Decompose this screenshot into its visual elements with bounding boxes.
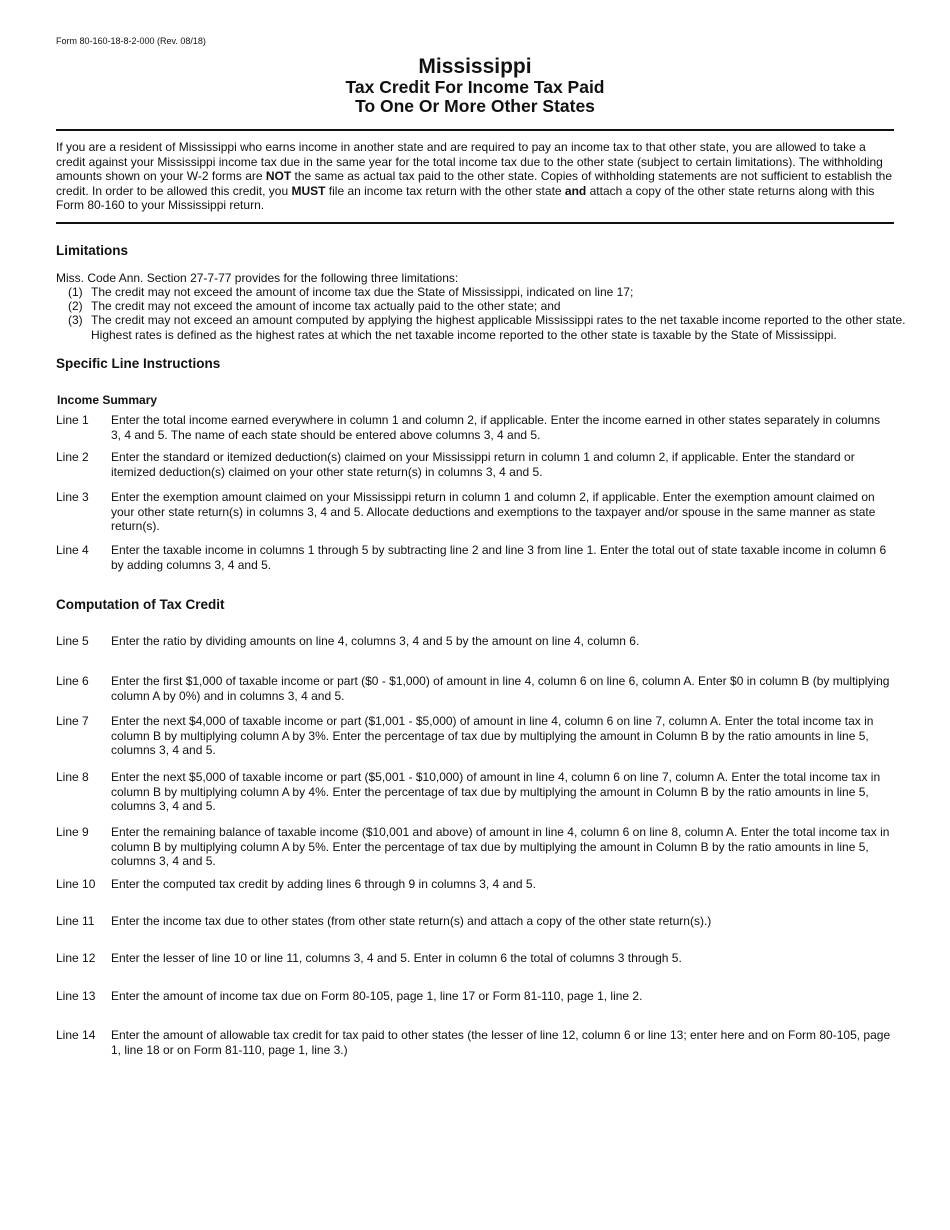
line-instruction [56,825,892,869]
line-label: Line 8 [56,770,89,784]
intro-text: the same as actual tax paid to the other state. Copies of withholding statements are not sufficient to establish the credit. In order to be allowed this credit, you [56,169,893,198]
line-instruction [56,989,892,1004]
limitation-number: (3) [68,313,83,328]
intro-emphasis-and: and [564,183,587,198]
line-label: Line 14 [56,1028,96,1042]
line-text: Enter the total income earned everywhere in column 1 and column 2, if applicable. Enter the income earned in other states separately in columns 3, 4 and 5. The name of each state should be entered above columns 3, 4 and 5. [111,413,881,442]
intro-text: file an income tax return with the other state [325,183,565,198]
line-instruction [56,543,892,572]
line-label: Line 10 [56,877,96,891]
line-text: Enter the next $5,000 of taxable income or part ($5,001 - $10,000) of amount in line 4, column 6 on line 7, column A. Enter the total income tax in column B by multiplying column A by 4%. Enter the percentage of tax due by multiplying the amount in Column B by the ratio amounts in line 5, columns 3, 4 and 5. [111,770,881,813]
intro-emphasis-must: MUST [291,183,326,198]
line-instruction [56,450,892,479]
line-instruction [56,674,892,703]
intro-text: If you are a resident of Mississippi who earns income in another state and are required to pay an income tax to that other state, you are allowed to take a credit against your Mississippi income tax due in the same year for the total income tax due to the other state (subject to certain limitations). The withholding amounts shown on your W-2 forms are [56,140,883,183]
line-text: Enter the first $1,000 of taxable income or part ($0 - $1,000) of amount in line 4, column 6 on line 6, column A. Enter $0 in column B (by multiplying column A by 0%) and in columns 3, 4 and 5. [111,674,890,703]
line-label: Line 1 [56,413,89,427]
line-label: Line 11 [56,914,95,928]
line-instruction [56,914,892,929]
form-number: Form 80-160-18-8-2-000 (Rev. 08/18) [56,36,206,46]
limitation-item [68,285,908,299]
title-block [0,56,950,116]
limitation-text: The credit may not exceed the amount of income tax actually paid to the other state; and [91,299,561,314]
limitation-text: The credit may not exceed an amount computed by applying the highest applicable Mississippi rates to the net taxable income reported to the other state. Highest rates is defined as the highest rates at which the net taxable income reported to the other state is taxable by the State of Mississippi. [91,313,906,342]
line-label: Line 7 [56,714,89,728]
top-divider [56,129,894,131]
computation-heading: Computation of Tax Credit [56,597,225,612]
income-summary-heading: Income Summary [57,393,158,407]
page-title: Mississippi [418,55,532,78]
line-instruction [56,1028,892,1057]
limitation-item [68,313,908,341]
intro-emphasis-not: NOT [265,169,292,183]
line-instruction [56,877,892,892]
limitation-number: (2) [68,299,83,314]
line-instruction [56,951,892,966]
line-instruction [56,413,892,442]
intro-paragraph [56,140,896,213]
line-label: Line 12 [56,951,96,965]
page-subtitle-line-1: Tax Credit For Income Tax Paid [345,77,605,97]
line-instruction [56,634,892,649]
line-label: Line 13 [56,989,96,1003]
line-text: Enter the standard or itemized deduction(s) claimed on your Mississippi return in column 1 and column 2, if applicable. Enter the standard or itemized deduction(s) claimed on your other state return(s) in columns 3, 4 and 5. [111,450,855,479]
line-instruction [56,714,892,758]
line-text: Enter the remaining balance of taxable income ($10,001 and above) of amount in line 4, column 6 on line 8, column A. Enter the total income tax in column B by multiplying column A by 5%. Enter the percentage of tax due by multiplying the amount in Column B by the ratio amounts in line 5, columns 3, 4 and 5. [111,825,890,868]
line-text: Enter the lesser of line 10 or line 11, columns 3, 4 and 5. Enter in column 6 the total of columns 3 through 5. [111,951,682,965]
limitations-intro: Miss. Code Ann. Section 27-7-77 provides for the following three limitations: [56,271,459,285]
intro-text: attach a copy of the other state returns along with this Form 80-160 to your Mississippi return. [56,183,875,212]
limitation-number: (1) [68,285,83,299]
line-text: Enter the computed tax credit by adding lines 6 through 9 in columns 3, 4 and 5. [111,877,536,891]
line-instruction [56,490,892,534]
line-text: Enter the ratio by dividing amounts on line 4, columns 3, 4 and 5 by the amount on line 4, column 6. [111,634,640,648]
line-label: Line 9 [56,825,89,839]
line-text: Enter the next $4,000 of taxable income or part ($1,001 - $5,000) of amount in line 4, column 6 on line 7, column A. Enter the total income tax in column B by multiplying column A by 3%. Enter the percentage of tax due by multiplying the amount in Column B by the ratio amounts in line 5, columns 3, 4 and 5. [111,714,874,757]
specific-line-instructions-heading: Specific Line Instructions [56,356,221,371]
line-text: Enter the income tax due to other states (from other state return(s) and attach a copy of the other state return(s).) [111,914,712,928]
line-label: Line 5 [56,634,89,648]
line-instruction [56,770,892,814]
line-label: Line 3 [56,490,89,504]
line-label: Line 4 [56,543,89,557]
limitations-heading: Limitations [56,243,129,258]
line-text: Enter the amount of income tax due on Form 80-105, page 1, line 17 or Form 81-110, page 1, line 2. [111,989,643,1003]
bottom-divider [56,222,894,224]
page-subtitle-line-2: To One Or More Other States [355,96,595,116]
line-label: Line 2 [56,450,89,464]
limitation-text: The credit may not exceed the amount of income tax due the State of Mississippi, indicated on line 17; [91,285,634,299]
line-text: Enter the taxable income in columns 1 through 5 by subtracting line 2 and line 3 from line 1. Enter the total out of state taxable income in column 6 by adding columns 3, 4 and 5. [111,543,887,572]
line-label: Line 6 [56,674,89,688]
limitations-list [68,285,908,342]
limitation-item [68,299,908,313]
line-text: Enter the exemption amount claimed on your Mississippi return in column 1 and column 2, if applicable. Enter the exemption amount claimed on your other state return(s) in columns 3, 4 and 5. Allocate deductions and exemptions to the taxpayer and/or spouse in the same manner as state return(s). [111,490,876,533]
line-text: Enter the amount of allowable tax credit for tax paid to other states (the lesser of line 12, column 6 or line 13; enter here and on Form 80-105, page 1, line 18 or on Form 81-110, page 1, line 3.) [111,1028,891,1057]
